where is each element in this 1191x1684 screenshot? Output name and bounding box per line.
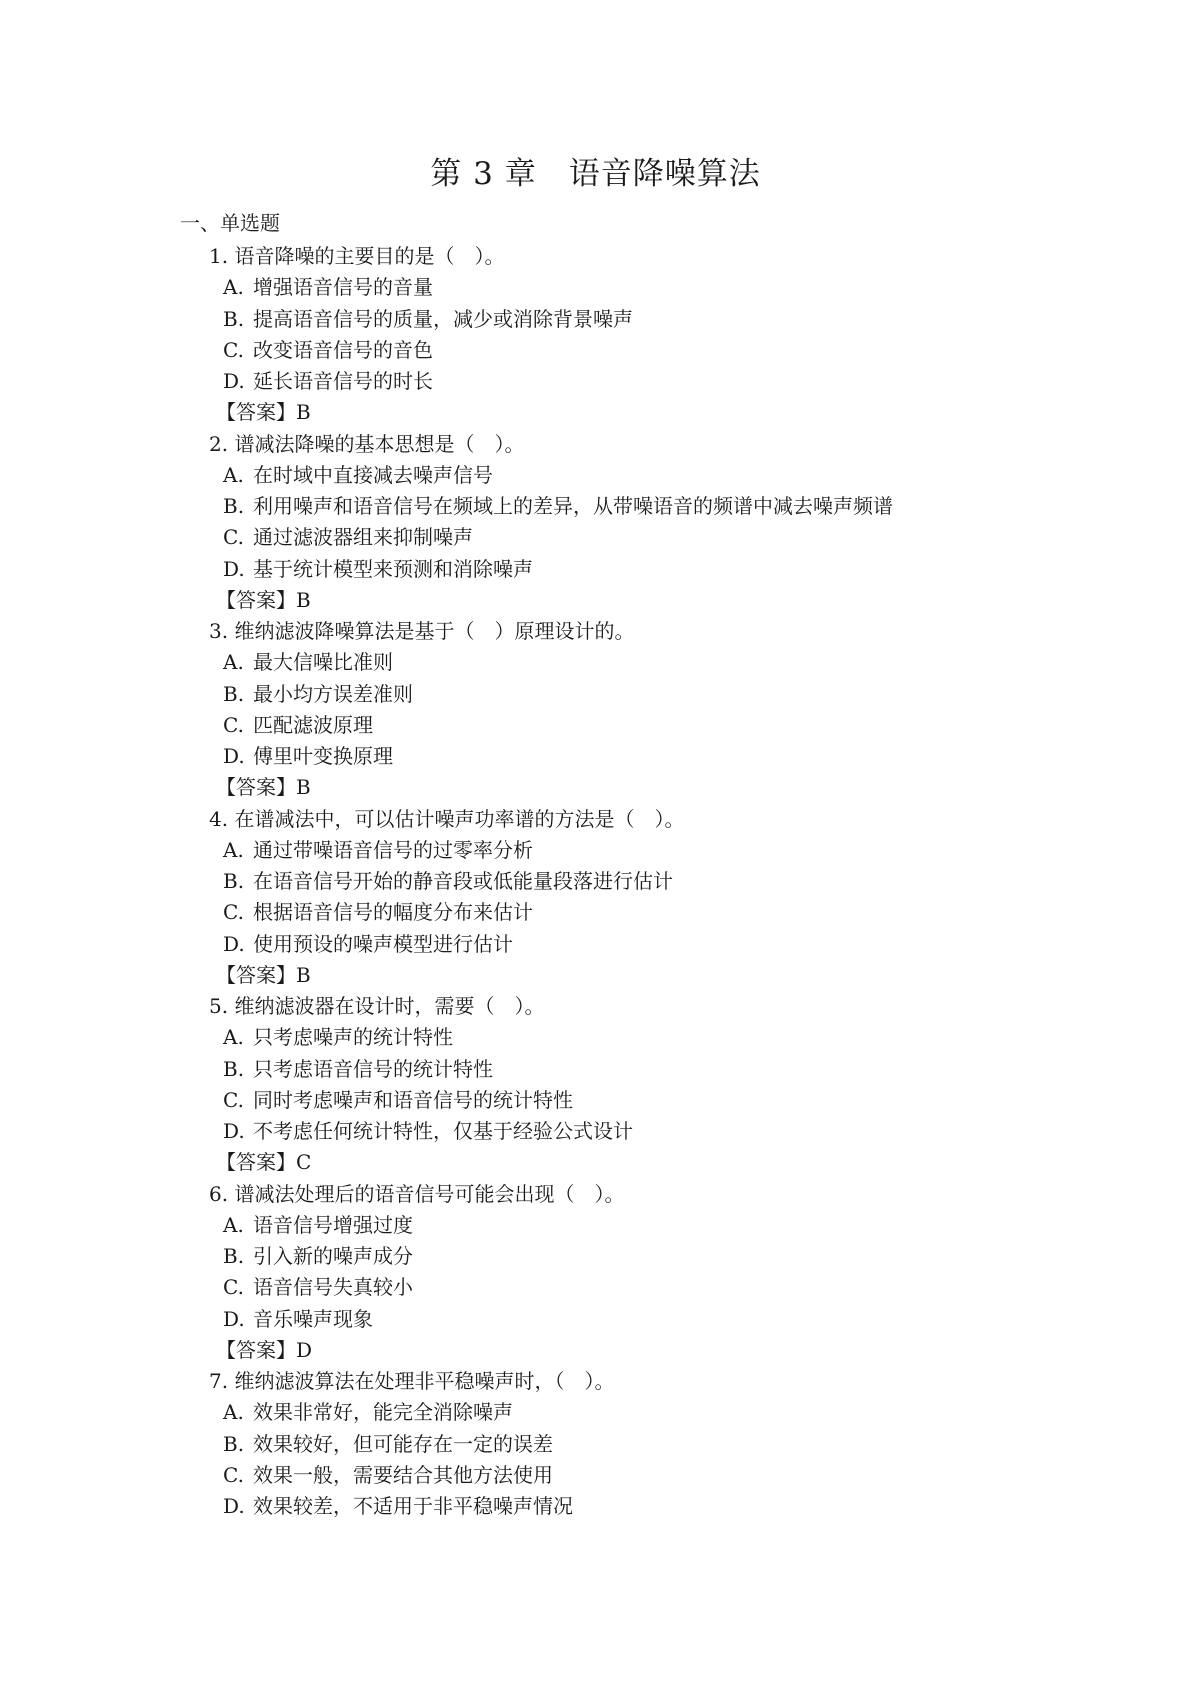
option-text: 通过滤波器组来抑制噪声 bbox=[253, 525, 473, 550]
option-letter: C. bbox=[223, 900, 244, 925]
question-stem: 6. 谱减法处理后的语音信号可能会出现（ ）。 bbox=[209, 1181, 625, 1206]
question-option bbox=[0, 897, 1191, 928]
option-letter: D. bbox=[223, 369, 245, 393]
answer-line: 【答案】B bbox=[216, 587, 311, 612]
question-option bbox=[0, 1460, 1191, 1491]
option-text: 通过带噪语音信号的过零率分析 bbox=[253, 837, 533, 862]
option-letter: C. bbox=[223, 1275, 244, 1300]
option-letter: C. bbox=[223, 1087, 244, 1112]
option-text: 提高语音信号的质量，减少或消除背景噪声 bbox=[253, 306, 633, 331]
answer-line: 【答案】B bbox=[216, 962, 311, 987]
chapter-title: 第 3 章 语音降噪算法 bbox=[430, 156, 761, 192]
question-option bbox=[0, 1397, 1191, 1428]
question-option bbox=[0, 835, 1191, 866]
option-text: 基于统计模型来预测和消除噪声 bbox=[253, 556, 533, 581]
question-option bbox=[0, 1272, 1191, 1303]
question-option bbox=[0, 1241, 1191, 1272]
option-text: 引入新的噪声成分 bbox=[253, 1244, 413, 1268]
option-text: 改变语音信号的音色 bbox=[253, 337, 433, 362]
option-letter: C. bbox=[223, 712, 244, 737]
option-text: 效果一般，需要结合其他方法使用 bbox=[253, 1462, 553, 1487]
option-text: 傅里叶变换原理 bbox=[253, 744, 393, 768]
option-text: 最大信噪比准则 bbox=[253, 650, 393, 675]
option-letter: A. bbox=[223, 650, 244, 675]
option-letter: D. bbox=[223, 556, 245, 581]
question-option bbox=[0, 647, 1191, 678]
option-letter: D. bbox=[223, 1494, 245, 1518]
question-option bbox=[0, 335, 1191, 366]
option-text: 匹配滤波原理 bbox=[253, 712, 373, 737]
option-letter: A. bbox=[223, 1025, 244, 1050]
option-text: 不考虑任何统计特性，仅基于经验公式设计 bbox=[253, 1119, 633, 1143]
option-letter: A. bbox=[223, 1400, 244, 1425]
option-text: 延长语音信号的时长 bbox=[253, 369, 433, 393]
question-option bbox=[0, 679, 1191, 710]
option-text: 效果非常好，能完全消除噪声 bbox=[253, 1400, 513, 1425]
option-text: 根据语音信号的幅度分布来估计 bbox=[253, 900, 533, 925]
question-option bbox=[0, 491, 1191, 522]
option-letter: D. bbox=[223, 931, 245, 956]
question-stem: 2. 谱减法降噪的基本思想是（ ）。 bbox=[209, 431, 525, 456]
answer-line: 【答案】D bbox=[216, 1337, 313, 1362]
answer-line: 【答案】B bbox=[216, 400, 311, 425]
question-option bbox=[0, 1054, 1191, 1085]
option-letter: B. bbox=[223, 869, 245, 893]
question-list bbox=[0, 241, 1191, 1522]
option-letter: B. bbox=[223, 1431, 245, 1456]
option-letter: D. bbox=[223, 744, 245, 768]
answer-line: 【答案】B bbox=[216, 775, 311, 800]
answer-line: 【答案】C bbox=[216, 1150, 312, 1175]
option-letter: A. bbox=[223, 462, 244, 487]
option-text: 同时考虑噪声和语音信号的统计特性 bbox=[253, 1087, 573, 1112]
option-text: 在时域中直接减去噪声信号 bbox=[253, 462, 493, 487]
option-letter: D. bbox=[223, 1119, 245, 1143]
option-letter: B. bbox=[223, 1056, 245, 1081]
question-option bbox=[0, 929, 1191, 960]
option-letter: B. bbox=[223, 494, 245, 518]
question-option bbox=[0, 522, 1191, 553]
option-letter: C. bbox=[223, 525, 244, 550]
option-text: 语音信号失真较小 bbox=[253, 1275, 413, 1300]
option-letter: B. bbox=[223, 681, 245, 706]
option-text: 使用预设的噪声模型进行估计 bbox=[253, 931, 513, 956]
question-option bbox=[0, 1491, 1191, 1522]
option-letter: A. bbox=[223, 275, 244, 300]
question-option bbox=[0, 460, 1191, 491]
question-option bbox=[0, 1429, 1191, 1460]
question-option bbox=[0, 710, 1191, 741]
question-option bbox=[0, 1022, 1191, 1053]
option-letter: C. bbox=[223, 1462, 244, 1487]
option-text: 最小均方误差准则 bbox=[253, 681, 413, 706]
question-stem: 5. 维纳滤波器在设计时，需要（ ）。 bbox=[209, 994, 545, 1018]
question-option bbox=[0, 1210, 1191, 1241]
question-option bbox=[0, 741, 1191, 772]
option-letter: B. bbox=[223, 1244, 245, 1268]
question-stem: 3. 维纳滤波降噪算法是基于（ ）原理设计的。 bbox=[209, 619, 635, 643]
option-text: 在语音信号开始的静音段或低能量段落进行估计 bbox=[253, 869, 673, 893]
option-text: 效果较好，但可能存在一定的误差 bbox=[253, 1431, 553, 1456]
option-letter: B. bbox=[223, 306, 245, 331]
option-letter: A. bbox=[223, 837, 244, 862]
question-option bbox=[0, 366, 1191, 397]
option-text: 效果较差，不适用于非平稳噪声情况 bbox=[253, 1494, 573, 1518]
option-text: 只考虑语音信号的统计特性 bbox=[253, 1056, 493, 1081]
option-text: 增强语音信号的音量 bbox=[253, 275, 433, 300]
question-option bbox=[0, 866, 1191, 897]
section-heading: 一、单选题 bbox=[180, 211, 280, 235]
question-option bbox=[0, 554, 1191, 585]
question-option bbox=[0, 304, 1191, 335]
option-letter: D. bbox=[223, 1306, 245, 1331]
question-stem: 1. 语音降噪的主要目的是（ ）。 bbox=[209, 244, 505, 268]
question-stem: 7. 维纳滤波算法在处理非平稳噪声时，（ ）。 bbox=[209, 1369, 615, 1393]
option-letter: A. bbox=[223, 1212, 244, 1237]
question-option bbox=[0, 272, 1191, 303]
option-text: 语音信号增强过度 bbox=[253, 1212, 413, 1237]
question-option bbox=[0, 1116, 1191, 1147]
option-text: 利用噪声和语音信号在频域上的差异，从带噪语音的频谱中减去噪声频谱 bbox=[253, 494, 893, 518]
option-letter: C. bbox=[223, 337, 244, 362]
question-option bbox=[0, 1085, 1191, 1116]
option-text: 只考虑噪声的统计特性 bbox=[253, 1025, 453, 1050]
option-text: 音乐噪声现象 bbox=[253, 1306, 373, 1331]
question-option bbox=[0, 1304, 1191, 1335]
question-stem: 4. 在谱减法中，可以估计噪声功率谱的方法是（ ）。 bbox=[209, 806, 685, 831]
